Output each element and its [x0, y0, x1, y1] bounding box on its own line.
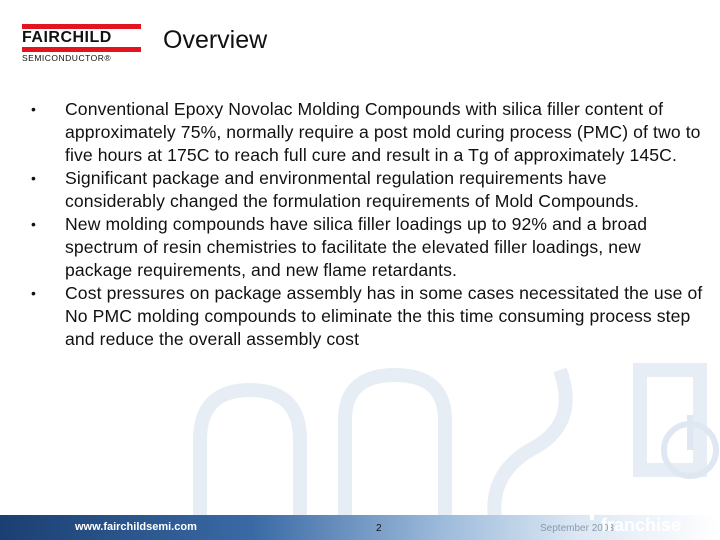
brand-power: power — [588, 489, 671, 521]
footer-date: September 2003 — [540, 523, 614, 534]
bullet-item — [0, 98, 720, 167]
logo-subtitle: SEMICONDUCTOR® — [22, 53, 112, 63]
bullet-item — [0, 167, 720, 213]
brand-franchise: franchise — [601, 515, 682, 535]
slide-title: Overview — [163, 26, 268, 54]
bullet-text: Cost pressures on package assembly has in some cases necessitated the use of No PMC molding compounds to eliminate the this time consuming process step and reduce the overall assembly cost — [65, 283, 703, 349]
brand-the: the — [588, 475, 614, 494]
logo-bottom-bar — [22, 47, 141, 52]
footer-url-link[interactable]: www.fairchildsemi.com — [75, 521, 197, 533]
logo-wordmark: FAIRCHILD — [22, 29, 112, 46]
footer-page-number: 2 — [376, 523, 382, 534]
bullet-icon: • — [31, 216, 36, 232]
bullet-icon: • — [31, 101, 36, 117]
bullet-icon: • — [31, 170, 36, 186]
power-franchise-logo — [583, 476, 715, 536]
bullet-text: Conventional Epoxy Novolac Molding Compounds with silica filler content of approximately 75%, normally require a post mold curing process (PMC) of two to five hours at 175C to reach full cure and result in a Tg of approximately 145C. — [65, 99, 701, 165]
bullet-item — [0, 213, 720, 282]
bullet-item — [0, 282, 720, 351]
bullet-icon: • — [31, 285, 36, 301]
bullet-text: Significant package and environmental regulation requirements have considerably changed the formulation requirements of Mold Compounds. — [65, 168, 640, 211]
fairchild-logo — [22, 24, 146, 64]
bullet-list — [0, 98, 720, 351]
footer-page-number-faint: 2 — [322, 523, 328, 534]
bullet-text: New molding compounds have silica filler loadings up to 92% and a broad spectrum of resin chemistries to facilitate the elevated filler loadings, new package requirements, and new flame retardants. — [65, 214, 648, 280]
